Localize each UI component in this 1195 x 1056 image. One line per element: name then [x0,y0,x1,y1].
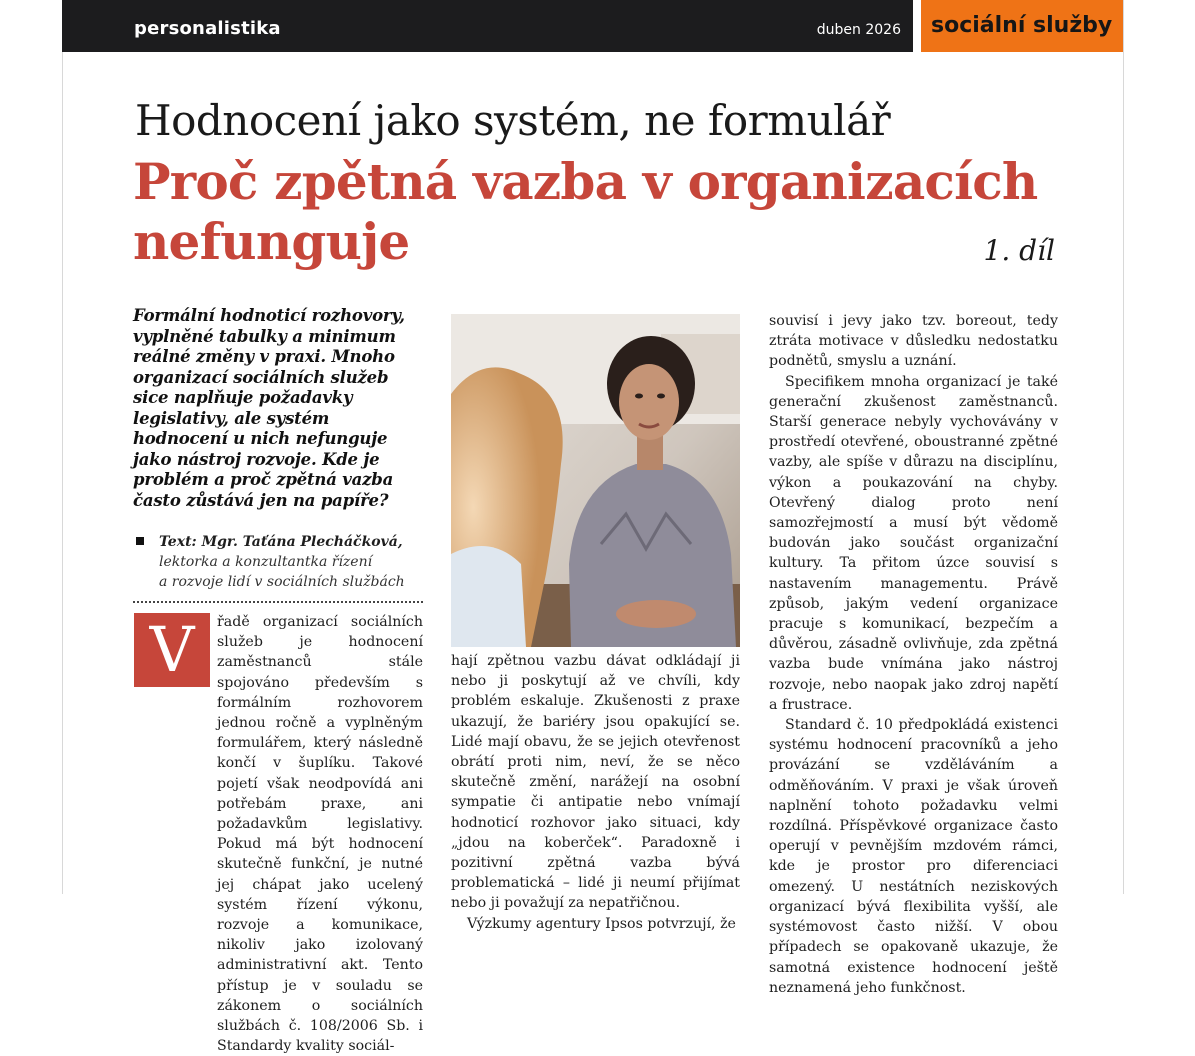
dotted-separator [133,601,423,603]
column-3-paragraph-2: Specifikem mnoha organizací je také generační zkušenost zaměstnanců. Starší generace nebyly vychovávány v prostředí otevřené, oboustranné zpětné vazby, ale spíše v důrazu na disciplínu, výkon a poukazování na chyby. Otevřený dialog proto není samozřejmostí a musí být vědomě budován jako součást organizační kultury. Ta přitom úzce souvisí s nastavením managementu. Právě způsob, jakým vedení organizace pracuje s komunikací, bezpečím a důvěrou, zásadně ovlivňuje, zda zpětná vazba bude vnímána jako nástroj rozvoje, nebo naopak jako zdroj napětí a frustrace. [769,373,1058,713]
byline-author: Text: Mgr. Taťána Plecháčková, [159,534,403,550]
article-kicker: Hodnocení jako systém, ne formulář [135,96,891,145]
article-photo [451,314,740,647]
byline-role-line-1: lektorka a konzultantka řízení [159,554,373,570]
issue-date: duben 2026 [816,22,901,38]
section-name: personalistika [134,18,281,39]
column-2-paragraph-1: hají zpětnou vazbu dávat odkládají ji nebo ji poskytují až ve chvíli, kdy problém eskaluje. Zkušenosti z praxe ukazují, že bariéry jsou opakující se. Lidé mají obavu, že se jejich otevřenost obrátí proti nim, neví, že se něco skutečně změní, narážejí na osobní sympatie či antipatie nebo vnímají hodnoticí rozhovor jako situaci, kdy „jdou na koberček“. Paradoxně i pozitivní zpětná vazba bývá problematická – lidé ji neumí přijímat nebo ji považují za nepatřičnou. [451,653,740,912]
column-3-body [769,311,1058,998]
column-2-body [451,651,740,934]
category-tag-label: sociální služby [931,13,1113,38]
byline-square-icon [136,537,144,545]
column-3-paragraph-1: souvisí i jevy jako tzv. boreout, tedy ztráta motivace v důsledku nedostatku podnětů, smyslu a uznání. [769,313,1058,370]
byline [136,532,426,592]
part-number: 1. díl [983,234,1055,267]
page-header [62,0,1123,52]
column-3-paragraph-3: Standard č. 10 předpokládá existenci systému hodnocení pracovníků a jeho provázání se vzděláváním a odměňováním. V praxi je však úroveň naplnění tohoto požadavku velmi rozdílná. Příspěvkové organizace často operují v pevnějším mzdovém rámci, kde je prostor pro diferenciaci omezený. U nestátních neziskových organizací bývá flexibilita vyšší, ale systémovost často nižší. V obou případech se opakovaně ukazuje, že samotná existence hodnocení ještě neznamená jeho funkčnost. [769,717,1058,996]
drop-cap: V [134,613,210,687]
column-1-text: řadě organizací sociálních služeb je hodnocení zaměstnanců stále spojováno především s formálním rozhovorem jednou ročně a vyplněným formulářem, který následně končí v šuplíku. Takové pojetí však neodpovídá ani potřebám praxe, ani požadavkům legislativy. Pokud má být hodnocení skutečně funkční, je nutné jej chápat jako ucelený systém řízení výkonu, rozvoje a komunikace, nikoliv jako izolovaný administrativní akt. Tento přístup je v souladu se zákonem o sociálních službách č. 108/2006 Sb. i Standardy kvality sociál- [217,614,423,1055]
photo-illustration [451,314,740,647]
column-1-body [133,612,423,1056]
lead-paragraph: Formální hodnoticí rozhovory, vyplněné tabulky a minimum reálné změny v praxi. Mnoho organizací sociálních služeb sice naplňuje požadavky legislativy, ale systém hodnocení u nich nefunguje jako nástroj rozvoje. Kde je problém a proč zpětná vazba často zůstává jen na papíře? [133,306,405,510]
page-edge-left [62,0,63,894]
column-2-paragraph-2: Výzkumy agentury Ipsos potvrzují, že [467,915,736,932]
byline-role-line-2: a rozvoje lidí v sociálních službách [159,574,405,590]
article-headline: Proč zpětná vazba v organizacích nefunguje [133,152,1038,271]
header-bar [62,0,913,52]
category-tag [921,0,1123,52]
page-edge-right [1123,0,1124,894]
